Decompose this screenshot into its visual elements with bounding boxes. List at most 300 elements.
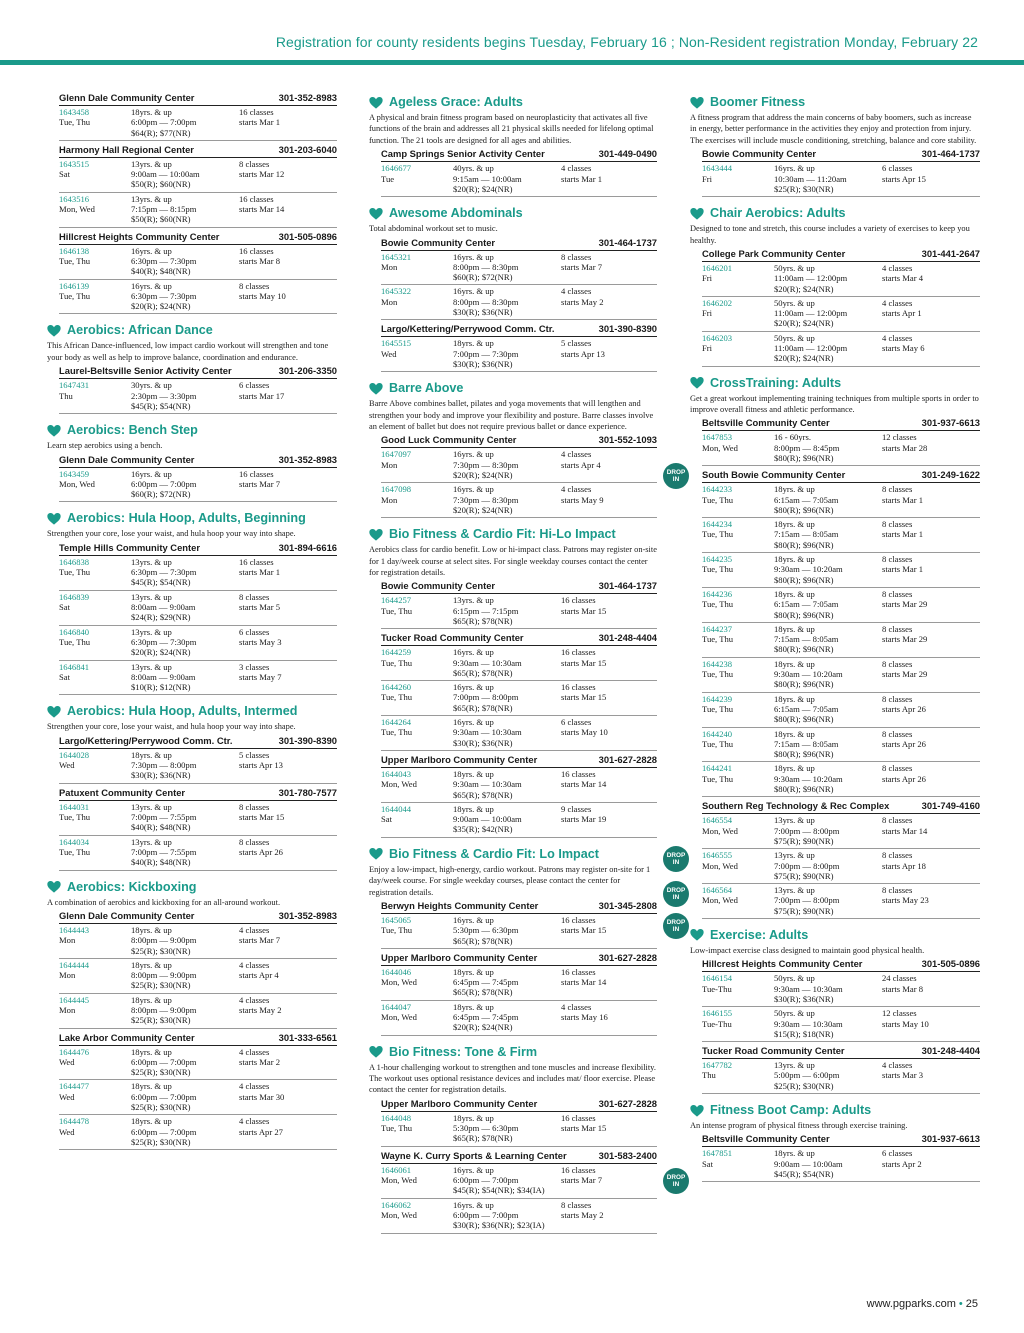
course-id-cell xyxy=(702,1008,774,1039)
center-name: Southern Reg Technology & Rec Complex xyxy=(702,800,890,812)
course-detail-cell xyxy=(774,973,882,1004)
course-id-link[interactable]: 1646841 xyxy=(59,661,90,672)
course-id-link[interactable]: 1645322 xyxy=(381,286,412,297)
course-fee: $20(R); $24(NR) xyxy=(774,283,834,294)
course-count-cell xyxy=(882,1060,980,1091)
course-id-link[interactable]: 1644047 xyxy=(381,1001,412,1012)
course-count: 8 classes xyxy=(882,815,913,826)
course-id-cell xyxy=(702,263,774,294)
section-description: A fitness program that address the main concerns of baby boomers, such as increase in energy, better performance in the activities they enjoy and protection from injury. The exercises will include muscle conditioning, stretching, balance and core stability. xyxy=(690,113,977,145)
section-title-text: CrossTraining: Adults xyxy=(710,375,842,390)
center-header xyxy=(381,237,657,251)
heart-icon xyxy=(369,528,383,542)
course-id-link[interactable]: 1647851 xyxy=(702,1148,733,1159)
course-section xyxy=(690,927,980,1094)
course-time: 11:00am — 12:00pm xyxy=(774,308,848,319)
course-fee: $30(R); $36(NR) xyxy=(453,737,513,748)
center-block xyxy=(690,248,980,367)
course-age: 40yrs. & up xyxy=(453,163,494,174)
section-title xyxy=(369,205,657,222)
center-block xyxy=(369,754,657,838)
course-id-link[interactable]: 1645321 xyxy=(381,251,412,262)
center-block xyxy=(47,144,337,228)
course-fee: $25(R); $30(NR) xyxy=(774,1080,834,1091)
course-id-link[interactable]: 1644478 xyxy=(59,1116,90,1127)
course-age: 13yrs. & up xyxy=(774,850,815,861)
course-time: 7:00pm — 8:00pm xyxy=(774,895,840,906)
section-description: Designed to tone and stretch, this course includes a variety of exercises to keep you healthy. xyxy=(690,224,970,245)
course-count-cell xyxy=(882,333,980,364)
course-id-link[interactable]: 1644477 xyxy=(59,1081,90,1092)
course-days: Tue, Thu xyxy=(59,255,91,266)
course-id-link[interactable]: 1644260 xyxy=(381,682,412,693)
course-id-link[interactable]: 1646555 xyxy=(702,850,733,861)
course-id-cell xyxy=(702,333,774,364)
course-count-cell xyxy=(882,973,980,1004)
course-count-cell xyxy=(561,682,657,713)
course-days: Mon, Wed xyxy=(381,977,417,988)
course-id-link[interactable]: 1646554 xyxy=(702,815,733,826)
section-description: Learn step aerobics using a bench. xyxy=(47,441,163,451)
course-id-link[interactable]: 1644239 xyxy=(702,693,733,704)
center-name: Upper Marlboro Community Center xyxy=(381,753,538,765)
course-id-cell xyxy=(702,432,774,463)
course-id-link[interactable]: 1644264 xyxy=(381,717,412,728)
course-start: starts Mar 14 xyxy=(882,825,928,836)
course-fee: $30(R); $36(NR) xyxy=(453,358,513,369)
course-days: Mon, Wed xyxy=(702,860,738,871)
course-count-cell xyxy=(239,662,337,693)
course-age: 18yrs. & up xyxy=(131,1081,172,1092)
course-count-cell xyxy=(239,380,337,411)
website-link[interactable]: www.pgparks.com xyxy=(866,1298,956,1310)
section-title-text: Aerobics: African Dance xyxy=(67,323,213,338)
course-fee: $25(R); $30(NR) xyxy=(131,980,191,991)
center-name: Wayne K. Curry Sports & Learning Center xyxy=(381,1149,567,1161)
course-detail-cell xyxy=(453,595,561,626)
course-id-link[interactable]: 1646677 xyxy=(381,163,412,174)
course-id-cell xyxy=(59,1116,131,1147)
course-id-link[interactable]: 1646061 xyxy=(381,1164,412,1175)
course-start: starts Mar 15 xyxy=(561,925,607,936)
course-id-link[interactable]: 1645065 xyxy=(381,914,412,925)
course-time: 7:15am — 8:05am xyxy=(774,529,839,540)
course-fee: $65(R); $78(NR) xyxy=(453,789,513,800)
center-header xyxy=(59,910,337,924)
course-id-link[interactable]: 1644234 xyxy=(702,519,733,530)
course-id-link[interactable]: 1646838 xyxy=(59,556,90,567)
course-id-cell xyxy=(381,804,453,835)
course-id-cell xyxy=(59,662,131,693)
course-id-link[interactable]: 1643458 xyxy=(59,107,90,117)
course-detail-cell xyxy=(131,662,239,693)
course-age: 13yrs. & up xyxy=(131,836,172,847)
center-header xyxy=(381,148,657,162)
course-row xyxy=(381,716,657,751)
center-phone: 301-464-1737 xyxy=(598,580,657,592)
course-detail-cell xyxy=(774,519,882,550)
center-phone: 301-780-7577 xyxy=(278,786,337,798)
course-count-cell xyxy=(239,281,337,312)
center-header xyxy=(381,952,657,966)
course-count-cell xyxy=(239,1047,337,1078)
center-phone: 301-583-2400 xyxy=(598,1149,657,1161)
course-days: Mon, Wed xyxy=(381,1209,417,1220)
course-detail-cell xyxy=(453,163,561,194)
course-section xyxy=(369,380,657,518)
course-count-cell xyxy=(882,589,980,620)
center-phone: 301-352-8983 xyxy=(278,92,337,103)
section-title xyxy=(690,375,980,392)
course-id-link[interactable]: 1643444 xyxy=(702,163,733,174)
course-id-link[interactable]: 1646154 xyxy=(702,973,733,984)
course-count-cell xyxy=(561,449,657,480)
course-id-link[interactable]: 1644235 xyxy=(702,554,733,565)
course-id-link[interactable]: 1643459 xyxy=(59,468,90,479)
course-days: Thu xyxy=(702,1070,716,1081)
center-name: Tucker Road Community Center xyxy=(702,1045,845,1057)
center-name: Upper Marlboro Community Center xyxy=(381,1097,538,1109)
course-row xyxy=(381,251,657,286)
course-id-link[interactable]: 1644241 xyxy=(702,763,733,774)
course-id-link[interactable]: 1644445 xyxy=(59,994,90,1005)
course-detail-cell xyxy=(774,589,882,620)
center-block xyxy=(369,900,657,949)
course-row xyxy=(702,588,980,623)
course-start: starts Mar 2 xyxy=(239,1056,281,1067)
course-detail-cell xyxy=(774,554,882,585)
course-time: 6:00pm — 7:00pm xyxy=(453,1175,519,1186)
center-phone: 301-249-1622 xyxy=(921,469,980,481)
course-count-cell xyxy=(561,338,657,369)
course-id-link[interactable]: 1647782 xyxy=(702,1060,733,1071)
center-block xyxy=(369,632,657,751)
course-age: 18yrs. & up xyxy=(131,959,172,970)
course-fee: $65(R); $78(NR) xyxy=(453,616,513,626)
course-time: 6:00pm — 7:00pm xyxy=(131,478,197,489)
course-id-link[interactable]: 1644238 xyxy=(702,658,733,669)
course-id-link[interactable]: 1647853 xyxy=(702,432,733,443)
course-age: 30yrs. & up xyxy=(131,380,172,391)
course-start: starts Apr 13 xyxy=(239,760,283,771)
section-title-text: Exercise: Adults xyxy=(710,927,809,942)
section-description: Barre Above combines ballet, pilates and yoga movements that will lengthen and strengthen your body and improve your flexibility and posture. Barre classes involve an element of ballet but does not require previous ballet or dance experience. xyxy=(369,399,654,431)
course-fee: $25(R); $30(NR) xyxy=(131,945,191,956)
course-count: 4 classes xyxy=(561,484,592,495)
center-header xyxy=(381,632,657,646)
course-id-link[interactable]: 1646840 xyxy=(59,626,90,637)
course-count-cell xyxy=(882,519,980,550)
drop-in-badge: DROP IN xyxy=(663,913,689,939)
course-count: 16 classes xyxy=(561,682,596,693)
course-days: Mon xyxy=(381,261,398,272)
course-start: starts Apr 1 xyxy=(882,308,922,319)
course-id-cell xyxy=(59,1081,131,1112)
course-detail-cell xyxy=(774,885,882,916)
course-count-cell xyxy=(882,659,980,690)
course-start: starts Mar 15 xyxy=(561,692,607,703)
course-id-link[interactable]: 1647431 xyxy=(59,380,90,391)
course-detail-cell xyxy=(453,286,561,317)
course-id-link[interactable]: 1645515 xyxy=(381,338,412,349)
course-start: starts Apr 15 xyxy=(882,173,926,184)
course-count-cell xyxy=(882,850,980,881)
course-detail-cell xyxy=(453,338,561,369)
course-time: 6:30pm — 7:30pm xyxy=(131,567,197,578)
course-row xyxy=(702,814,980,849)
center-header xyxy=(702,148,980,162)
center-name: Beltsville Community Center xyxy=(702,417,830,429)
center-block xyxy=(690,1133,980,1182)
course-fee: $45(R); $54(NR); $34(IA) xyxy=(453,1185,545,1196)
course-detail-cell xyxy=(453,717,561,748)
course-row xyxy=(702,884,980,919)
course-time: 7:15am — 8:05am xyxy=(774,634,839,645)
center-phone: 301-627-2828 xyxy=(598,1097,657,1109)
center-phone: 301-333-6561 xyxy=(278,1031,337,1043)
course-count-cell xyxy=(239,925,337,956)
center-header xyxy=(702,248,980,262)
course-row xyxy=(381,681,657,716)
center-name: Bowie Community Center xyxy=(702,148,817,160)
course-fee: $75(R); $90(NR) xyxy=(774,835,834,846)
course-row xyxy=(381,483,657,518)
section-title-text: Bio Fitness & Cardio Fit: Hi-Lo Impact xyxy=(389,527,616,542)
course-days: Tue, Thu xyxy=(702,564,734,575)
course-fee: $45(R); $54(NR) xyxy=(774,1169,834,1180)
section-title xyxy=(369,1044,657,1061)
course-start: starts Apr 2 xyxy=(882,1158,922,1169)
section-title-text: Aerobics: Hula Hoop, Adults, Beginning xyxy=(67,511,306,526)
course-fee: $65(R); $78(NR) xyxy=(453,1133,513,1144)
course-id-link[interactable]: 1644043 xyxy=(381,768,412,779)
center-block xyxy=(47,787,337,871)
course-count-cell xyxy=(239,107,337,138)
course-id-cell xyxy=(59,592,131,623)
course-id-link[interactable]: 1646202 xyxy=(702,297,733,308)
section-description: Enjoy a low-impact, high-energy, cardio workout. Patrons may register on-site for 1 day/week course. For single weekday courses, please contact the center for registration details. xyxy=(369,864,651,897)
center-header xyxy=(59,735,337,749)
course-age: 18yrs. & up xyxy=(774,728,815,739)
course-detail-cell xyxy=(453,449,561,480)
course-fee: $80(R); $96(NR) xyxy=(774,679,834,690)
course-id-link[interactable]: 1647098 xyxy=(381,484,412,495)
course-id-link[interactable]: 1646201 xyxy=(702,262,733,273)
course-row xyxy=(702,1007,980,1042)
center-block xyxy=(369,148,657,197)
course-days: Tue, Thu xyxy=(59,636,91,647)
course-row xyxy=(702,693,980,728)
course-id-link[interactable]: 1646139 xyxy=(59,280,90,291)
course-time: 5:30pm — 6:30pm xyxy=(453,925,519,936)
course-section xyxy=(47,92,337,314)
section-description: This African Dance-influenced, low impact cardio workout will strengthen and tone your body as well as help to improve balance, coordination and endurance. xyxy=(47,341,329,362)
course-id-link[interactable]: 1646155 xyxy=(702,1008,733,1019)
course-count: 8 classes xyxy=(882,885,913,896)
course-days: Mon, Wed xyxy=(702,825,738,836)
course-count: 12 classes xyxy=(882,1008,917,1019)
center-name: Hillcrest Heights Community Center xyxy=(702,958,863,970)
course-age: 18yrs. & up xyxy=(453,768,494,779)
course-id-link[interactable]: 1643516 xyxy=(59,193,90,204)
course-age: 16yrs. & up xyxy=(131,280,172,291)
course-start: starts May 2 xyxy=(561,296,604,307)
course-start: starts Mar 15 xyxy=(561,605,607,616)
course-id-link[interactable]: 1647097 xyxy=(381,449,412,460)
course-days: Wed xyxy=(59,1056,75,1067)
course-time: 7:00pm — 7:55pm xyxy=(131,812,197,823)
course-start: starts Mar 8 xyxy=(239,255,281,266)
course-age: 16yrs. & up xyxy=(453,449,494,460)
course-count: 16 classes xyxy=(561,1112,596,1123)
course-section xyxy=(47,703,337,870)
course-fee: $40(R); $48(NR) xyxy=(131,857,191,868)
course-row xyxy=(59,1115,337,1150)
course-id-cell xyxy=(381,915,453,946)
course-id-link[interactable]: 1644233 xyxy=(702,484,733,495)
course-id-link[interactable]: 1644031 xyxy=(59,801,90,812)
course-time: 9:15am — 10:00am xyxy=(453,173,522,184)
course-count: 16 classes xyxy=(239,245,274,256)
course-time: 6:00pm — 7:00pm xyxy=(131,1056,197,1067)
course-id-link[interactable]: 1646138 xyxy=(59,245,90,256)
course-count-cell xyxy=(239,1116,337,1147)
course-fee: $45(R); $54(NR) xyxy=(131,400,191,411)
course-id-link[interactable]: 1646839 xyxy=(59,591,90,602)
course-fee: $15(R); $18(NR) xyxy=(774,1028,834,1039)
course-id-link[interactable]: 1646062 xyxy=(381,1199,412,1210)
course-age: 16yrs. & up xyxy=(453,914,494,925)
section-title-text: Bio Fitness: Tone & Firm xyxy=(389,1044,538,1059)
course-days: Fri xyxy=(702,273,713,284)
course-id-link[interactable]: 1644028 xyxy=(59,749,90,760)
center-name: Lake Arbor Community Center xyxy=(59,1031,195,1043)
registration-banner: Registration for county residents begins Tuesday, February 16 ; Non-Resident registration Monday, February 22 xyxy=(275,34,978,50)
course-time: 5:30pm — 6:30pm xyxy=(453,1123,519,1134)
course-id-link[interactable]: 1644048 xyxy=(381,1112,412,1123)
course-id-link[interactable]: 1644444 xyxy=(59,959,90,970)
course-time: 7:30pm — 8:00pm xyxy=(131,760,197,771)
course-start: starts Mar 14 xyxy=(561,779,607,790)
section-description: An intense program of physical fitness through exercise training. xyxy=(690,1121,908,1131)
course-days: Wed xyxy=(381,348,397,359)
course-section xyxy=(369,94,657,197)
course-id-link[interactable]: 1644046 xyxy=(381,966,412,977)
course-id-link[interactable]: 1644257 xyxy=(381,595,412,606)
course-id-link[interactable]: 1644044 xyxy=(381,803,412,814)
course-row xyxy=(381,162,657,197)
course-row xyxy=(702,553,980,588)
course-start: starts Mar 7 xyxy=(239,935,281,946)
course-days: Sat xyxy=(381,814,392,825)
heart-icon xyxy=(47,512,61,526)
course-id-cell xyxy=(702,973,774,1004)
course-id-link[interactable]: 1644443 xyxy=(59,924,90,935)
course-count: 8 classes xyxy=(239,280,270,291)
course-time: 7:30pm — 8:30pm xyxy=(453,494,519,505)
course-row xyxy=(702,658,980,693)
course-count-cell xyxy=(239,592,337,623)
course-id-cell xyxy=(59,802,131,833)
course-fee: $75(R); $90(NR) xyxy=(774,870,834,881)
course-id-cell xyxy=(59,194,131,225)
center-phone: 301-464-1737 xyxy=(598,236,657,248)
center-block xyxy=(369,1098,657,1147)
course-row xyxy=(702,1147,980,1182)
course-age: 18yrs. & up xyxy=(453,1001,494,1012)
course-fee: $30(R); $36(NR) xyxy=(131,770,191,781)
center-header xyxy=(702,1045,980,1059)
section-title-text: Ageless Grace: Adults xyxy=(389,95,523,109)
course-id-link[interactable]: 1646203 xyxy=(702,332,733,343)
course-row xyxy=(59,924,337,959)
course-count-cell xyxy=(561,484,657,515)
course-count-cell xyxy=(239,194,337,225)
course-count-cell xyxy=(239,627,337,658)
center-phone: 301-937-6613 xyxy=(921,1133,980,1145)
center-phone: 301-203-6040 xyxy=(278,143,337,155)
course-count: 6 classes xyxy=(561,717,592,728)
course-detail-cell xyxy=(453,1002,561,1033)
course-row xyxy=(381,1112,657,1147)
course-id-cell xyxy=(381,647,453,678)
course-time: 6:15am — 7:05am xyxy=(774,599,839,610)
course-count-cell xyxy=(239,159,337,190)
course-id-link[interactable]: 1646564 xyxy=(702,885,733,896)
course-count: 24 classes xyxy=(882,973,917,984)
course-fee: $50(R); $60(NR) xyxy=(131,179,191,190)
drop-in-badge: DROP IN xyxy=(663,881,689,907)
course-start: starts Mar 1 xyxy=(561,173,603,184)
course-id-cell xyxy=(59,995,131,1026)
course-row xyxy=(59,556,337,591)
course-age: 18yrs. & up xyxy=(774,519,815,530)
course-days: Sat xyxy=(59,671,70,682)
course-id-link[interactable]: 1644034 xyxy=(59,836,90,847)
course-fee: $20(R); $24(NR) xyxy=(453,1022,513,1033)
center-block xyxy=(369,1150,657,1234)
course-time: 6:15am — 7:05am xyxy=(774,703,839,714)
course-count-cell xyxy=(561,647,657,678)
course-id-link[interactable]: 1644259 xyxy=(381,647,412,658)
course-start: starts May 2 xyxy=(561,1209,604,1220)
course-time: 6:00pm — 7:00pm xyxy=(131,117,197,128)
course-id-link[interactable]: 1644236 xyxy=(702,588,733,599)
course-fee: $45(R); $54(NR) xyxy=(131,577,191,588)
course-fee: $25(R); $30(NR) xyxy=(131,1015,191,1026)
course-count-cell xyxy=(239,995,337,1026)
heart-icon xyxy=(47,424,61,438)
heart-icon xyxy=(47,880,61,894)
course-days: Tue xyxy=(381,173,395,184)
section-description: A 1-hour challenging workout to strengthen and tone muscles and increase flexibility. The workout uses optional resistance devices and includes mat/ floor exercise. Please contact the center for registration details. xyxy=(369,1062,656,1095)
course-detail-cell xyxy=(774,1008,882,1039)
course-fee: $20(R); $24(NR) xyxy=(774,353,834,364)
course-id-link[interactable]: 1644476 xyxy=(59,1046,90,1057)
course-detail-cell xyxy=(453,1165,561,1196)
course-time: 9:30am — 10:30am xyxy=(774,1018,843,1029)
course-id-link[interactable]: 1644237 xyxy=(702,623,733,634)
course-count: 4 classes xyxy=(561,449,592,460)
section-title-text: Awesome Abdominals xyxy=(389,206,523,221)
course-id-link[interactable]: 1643515 xyxy=(59,158,90,169)
course-count-cell xyxy=(239,1081,337,1112)
center-block xyxy=(47,92,337,141)
section-title xyxy=(369,380,657,397)
course-start: starts Apr 27 xyxy=(239,1126,283,1137)
course-id-link[interactable]: 1644240 xyxy=(702,728,733,739)
page-header xyxy=(0,0,1024,66)
